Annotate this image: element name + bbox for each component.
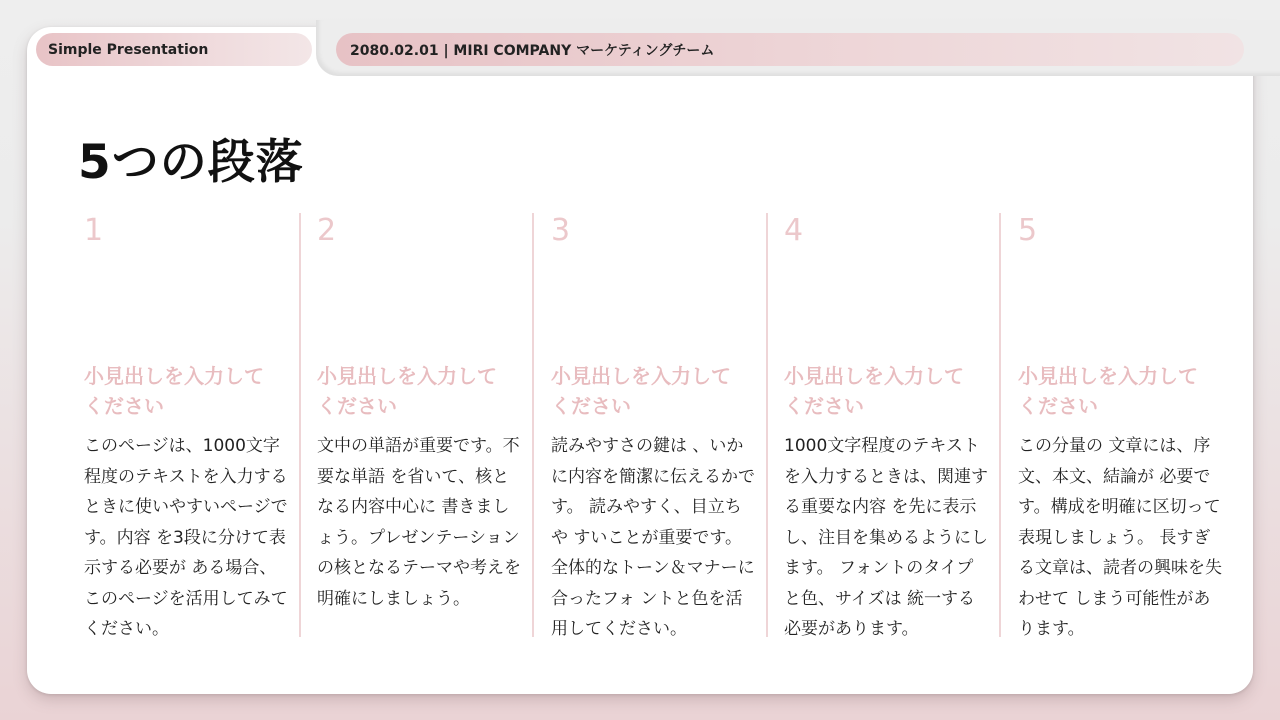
column-number: 5 (1018, 213, 1038, 248)
column-body: 1000文字程度のテキストを入力するときは、関連する重要な内容 を先に表示し、注目を集めるようにします。 フォントのタイプと色、サイズは 統一する必要があります。 (784, 436, 988, 639)
presentation-name-tab (36, 33, 312, 66)
paragraph-column-5 (999, 213, 1229, 637)
paragraph-column-4 (766, 213, 999, 637)
column-subtitle: 小見出しを入力してください (317, 364, 497, 418)
column-body: このページは、1000文字程度のテキストを入力するときに使いやすいページです。内容 を3段に分けて表示する必要が ある場合、このページを活用してみてください。 (84, 436, 288, 639)
column-subtitle: 小見出しを入力してください (551, 364, 731, 418)
column-number: 2 (317, 213, 337, 248)
paragraph-column-2 (299, 213, 532, 637)
paragraph-column-1 (84, 213, 317, 637)
column-body: 文中の単語が重要です。不要な単語 を省いて、核となる内容中心に 書きましょう。プレゼンテーションの核となるテーマや考えを 明確にしましょう。 (317, 436, 521, 609)
column-body: 読みやすさの鍵は 、いかに内容を簡潔に伝えるかです。 読みやすく、目立ちや すいことが重要です。 全体的なトーン＆マナーに合ったフォ ントと色を活用してください。 (551, 436, 755, 639)
column-number: 3 (551, 213, 571, 248)
column-subtitle: 小見出しを入力してください (784, 364, 964, 418)
column-subtitle: 小見出しを入力してください (84, 364, 264, 418)
date-team-tab (336, 33, 1244, 66)
column-number: 4 (784, 213, 804, 248)
column-number: 1 (84, 213, 104, 248)
slide-title: 5つの段落 (78, 135, 304, 190)
paragraph-column-3 (532, 213, 765, 637)
presentation-name-label: Simple Presentation (48, 41, 209, 58)
date-team-label: 2080.02.01 | MIRI COMPANY マーケティングチーム (350, 42, 715, 59)
column-body: この分量の 文章には、序文、本文、結論が 必要です。構成を明確に区切って表現しましょう。 長すぎる文章は、読者の興味を失わせて しまう可能性があります。 (1018, 436, 1222, 639)
column-subtitle: 小見出しを入力してください (1018, 364, 1198, 418)
